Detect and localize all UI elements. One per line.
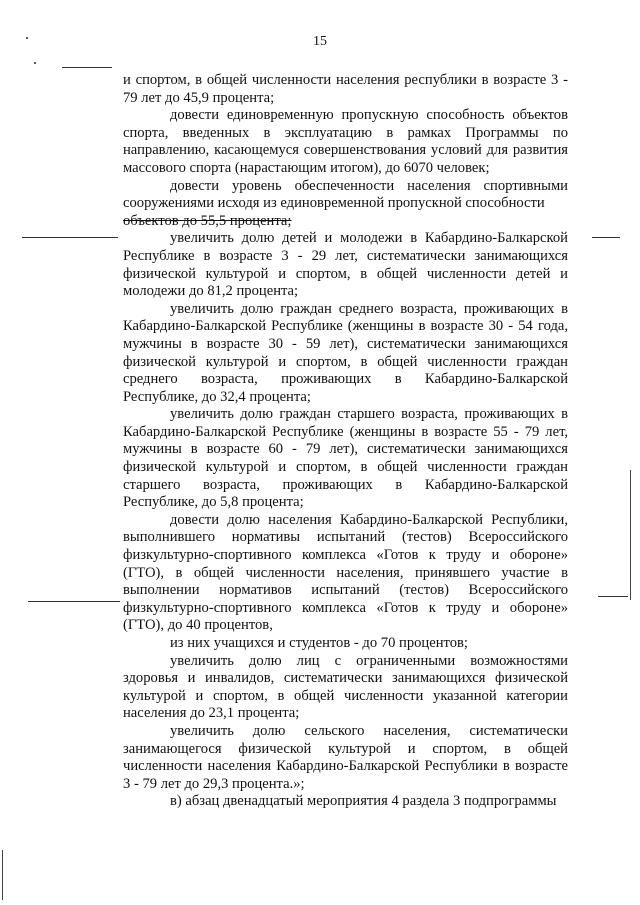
paragraph: увеличить долю детей и молодежи в Кабардино-Балкарской Республике в возрасте 3 - 29 лет, систематически занимающихся физической культурой и спортом, в общей численности детей и молодежи до 81,2 процента;: [123, 230, 568, 300]
page-number: 15: [313, 34, 327, 49]
paragraph: довести единовременную пропускную способность объектов спорта, введенных в эксплуатацию в рамках Программы по направлению, касающемуся совершенствования условий для развития массового спорта (нарастающим итогом), до 6070 человек;: [123, 107, 568, 176]
paragraph: из них учащихся и студентов - до 70 процентов;: [170, 635, 468, 651]
scan-line: [22, 237, 118, 238]
scan-line: [592, 237, 620, 238]
paragraph: увеличить долю сельского населения, систематически занимающегося физической культурой и спортом, в общей численности населения Кабардино-Балкарской Республики в возрасте 3 - 79 лет до 29,3 процента.»;: [123, 722, 568, 792]
paragraph: довести долю населения Кабардино-Балкарской Республики, выполнившего нормативы испытаний (тестов) Всероссийского физкультурно-спортивного комплекса «Готов к труду и обороне» (ГТО), в общей численности населения, принявшего участие в выполнении нормативов испытаний (тестов) Всероссийского физкультурно-спортивного комплекса «Готов к труду и обороне» (ГТО), до 40 процентов,: [123, 511, 568, 634]
paragraph: и спортом, в общей численности населения республики в возрасте 3 - 79 лет до 45,9 процента;: [123, 72, 568, 106]
paragraph: увеличить долю граждан старшего возраста, проживающих в Кабардино-Балкарской Республике (женщины в возрасте 55 - 79 лет, мужчины в возрасте 60 - 79 лет), систематически занимающихся физической культурой и спортом, в общей численности граждан старшего возраста, проживающих в Кабардино-Балкарской Республике, до 5,8 процента;: [123, 406, 568, 511]
scan-edge: [630, 470, 631, 600]
paragraph: увеличить долю граждан среднего возраста, проживающих в Кабардино-Балкарской Республике (женщины в возрасте 30 - 54 года, мужчины в возрасте 30 - 59 лет), систематически занимающихся физической культурой и спортом, в общей численности граждан среднего возраста, проживающих в Кабардино-Балкарской Республике, до 32,4 процента;: [123, 300, 568, 405]
scan-speck: [34, 62, 36, 64]
paragraph: в) абзац двенадцатый мероприятия 4 раздела 3 подпрограммы: [170, 793, 557, 810]
paragraph-struck: объектов до 55,5 процента;: [123, 212, 292, 229]
paragraph: довести уровень обеспеченности населения спортивными сооружениями исходя из единовременной пропускной способности: [123, 177, 568, 212]
document-body: [123, 72, 568, 811]
scan-line: [62, 67, 112, 68]
scan-line: [28, 601, 120, 602]
scan-line: [598, 596, 628, 597]
scan-edge: [2, 850, 3, 900]
paragraph: увеличить долю лиц с ограниченными возможностями здоровья и инвалидов, систематически занимающихся физической культурой и спортом, в общей численности указанной категории населения до 23,1 процента;: [123, 652, 568, 722]
